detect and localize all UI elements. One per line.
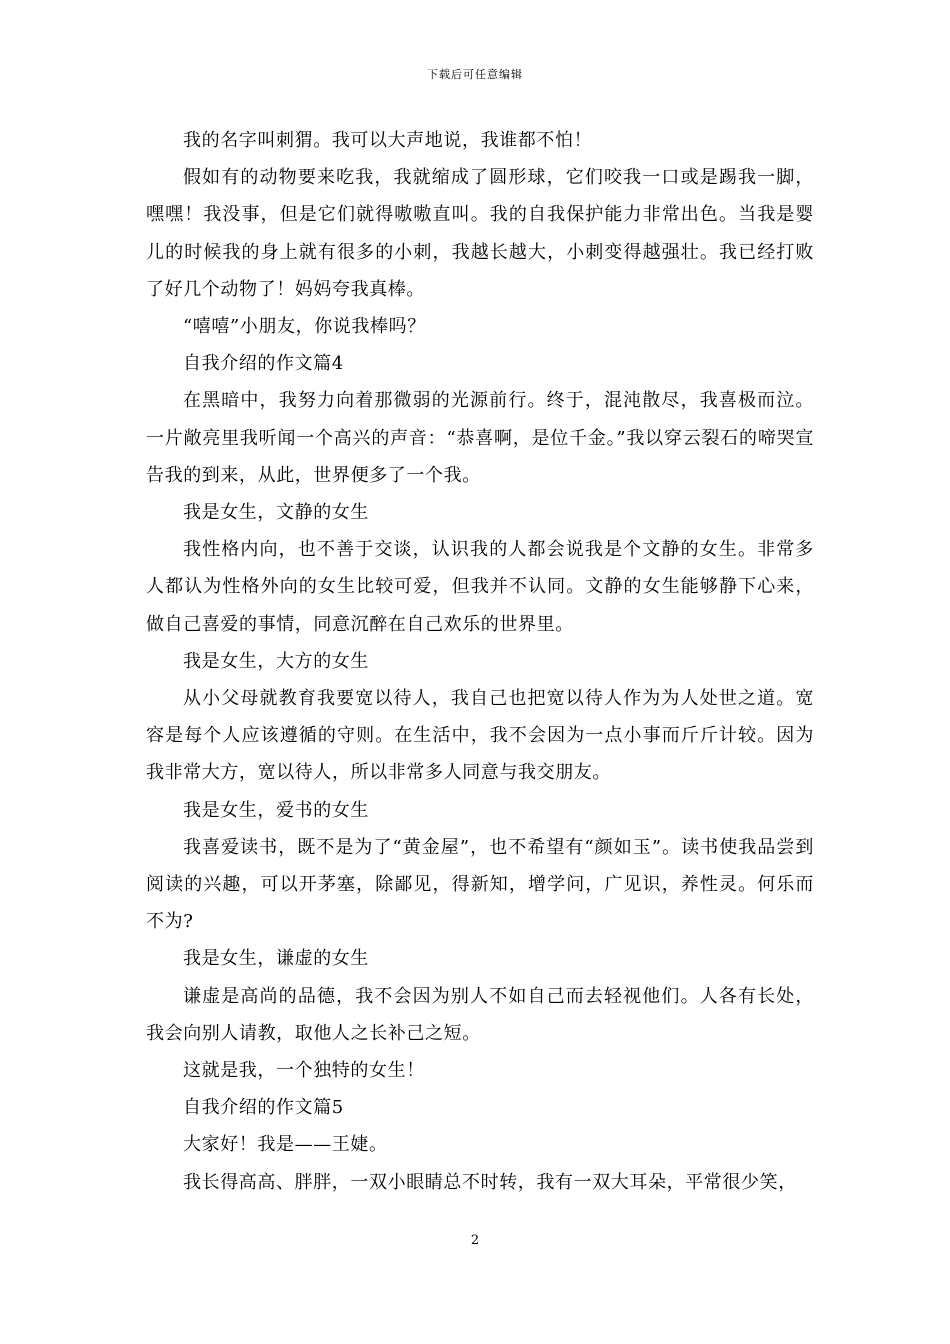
paragraph: 我的名字叫刺猬。我可以大声地说，我谁都不怕！	[183, 130, 593, 151]
paragraph: 假如有的动物要来吃我，我就缩成了圆形球，它们咬我一口或是踢我一脚，嘿嘿！我没事，但是它们就得嗷嗷直叫。我的自我保护能力非常出色。当我是婴儿的时候我的身上就有很多的小刺，我越长越大，小刺变得越强壮。我已经打败了好几个动物了！妈妈夸我真棒。	[146, 167, 814, 300]
paragraph: 谦虚是高尚的品德，我不会因为别人不如自己而去轻视他们。人各有长处，我会向别人请教，取他人之长补己之短。	[146, 985, 814, 1044]
paragraph: 从小父母就教育我要宽以待人，我自己也把宽以待人作为为人处世之道。宽容是每个人应该遵循的守则。在生活中，我不会因为一点小事而斤斤计较。因为我非常大方，宽以待人，所以非常多人同意与我交朋友。	[146, 688, 814, 784]
subheading: 我是女生，谦虚的女生	[183, 948, 369, 970]
paragraph: “嘻嘻”小朋友，你说我棒吗？	[183, 316, 426, 338]
paragraph: 在黑暗中，我努力向着那微弱的光源前行。终于，混沌散尽，我喜极而泣。一片敞亮里我听闻一个高兴的声音：“恭喜啊，是位千金。”我以穿云裂石的啼哭宣告我的到来，从此，世界便多了一个我。	[146, 390, 814, 486]
page-number: 2	[470, 1233, 480, 1248]
paragraph: 大家好！我是——王婕。	[183, 1134, 388, 1156]
section-heading: 自我介绍的作文篇4	[183, 353, 344, 375]
paragraph: 我喜爱读书，既不是为了“黄金屋”，也不希望有“颜如玉”。读书使我品尝到阅读的兴趣，可以开茅塞，除鄙见，得新知，增学问，广见识，养性灵。何乐而不为?	[146, 836, 814, 933]
subheading: 我是女生，爱书的女生	[183, 799, 369, 821]
section-heading: 自我介绍的作文篇5	[183, 1097, 344, 1119]
page-header: 下载后可任意编辑	[427, 68, 523, 81]
document-body	[146, 122, 814, 1201]
paragraph: 我性格内向，也不善于交谈，认识我的人都会说我是个文静的女生。非常多人都认为性格外向的女生比较可爱，但我并不认同。文静的女生能够静下心来，做自己喜爱的事情，同意沉醉在自己欢乐的世界里。	[146, 539, 814, 635]
subheading: 我是女生，文静的女生	[183, 502, 369, 524]
subheading: 我是女生，大方的女生	[183, 650, 369, 672]
paragraph: 我长得高高、胖胖，一双小眼睛总不时转，我有一双大耳朵，平常很少笑，	[183, 1171, 797, 1193]
paragraph: 这就是我，一个独特的女生！	[183, 1060, 425, 1082]
